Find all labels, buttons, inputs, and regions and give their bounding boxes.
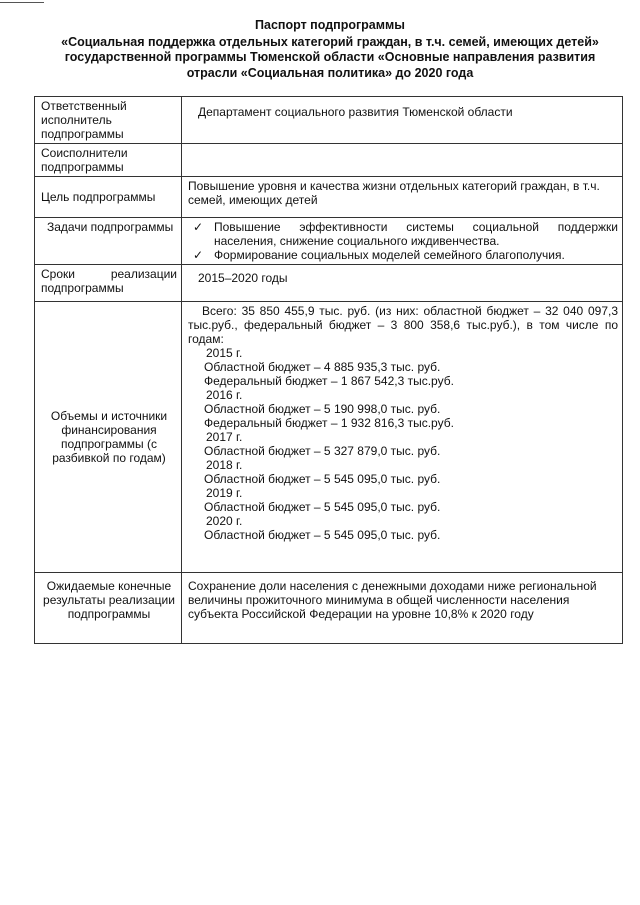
financing-total: Всего: 35 850 455,9 тыс. руб. (из них: областной бюджет – 32 040 097,3 тыс.руб., федеральный бюджет – 3 800 358,6 тыс.руб.), в том числе по годам: xyxy=(188,304,618,346)
year-label: 2017 г. xyxy=(206,430,243,444)
financing-line: Федеральный бюджет – 1 932 816,3 тыс.руб. xyxy=(204,416,454,430)
value-financing xyxy=(182,302,623,573)
financing-line: Областной бюджет – 5 545 095,0 тыс. руб. xyxy=(204,528,441,542)
financing-line: Областной бюджет – 5 327 879,0 тыс. руб. xyxy=(204,444,441,458)
check-mark-icon: ✓ xyxy=(192,248,204,262)
table-row-tasks xyxy=(35,218,623,265)
table-row-goal xyxy=(35,177,623,218)
passport-table xyxy=(34,96,623,644)
task-text: Повышение эффективности системы социальной поддержки населения, снижение социального иждивенчества. xyxy=(214,220,618,248)
page-corner-line xyxy=(0,2,44,3)
year-label: 2015 г. xyxy=(206,346,243,360)
value-responsible xyxy=(182,97,623,144)
value-terms-text: 2015–2020 годы xyxy=(198,271,288,285)
table-row-terms xyxy=(35,265,623,302)
financing-line: Областной бюджет – 4 885 935,3 тыс. руб. xyxy=(204,360,441,374)
value-tasks xyxy=(182,218,623,265)
year-label: 2016 г. xyxy=(206,388,243,402)
table-row-coexecutors xyxy=(35,144,623,177)
financing-line: Областной бюджет – 5 545 095,0 тыс. руб. xyxy=(204,500,441,514)
financing-line: Областной бюджет – 5 190 998,0 тыс. руб. xyxy=(204,402,441,416)
title-heading: Паспорт подпрограммы xyxy=(255,18,405,32)
label-terms xyxy=(35,265,182,302)
label-results xyxy=(35,573,182,644)
label-tasks xyxy=(35,218,182,265)
financing-line: Федеральный бюджет – 1 867 542,3 тыс.руб. xyxy=(204,374,454,388)
year-label: 2019 г. xyxy=(206,486,243,500)
value-responsible-text: Департамент социального развития Тюменской области xyxy=(198,105,513,119)
financing-years xyxy=(188,346,618,542)
table-row-financing xyxy=(35,302,623,573)
label-results-text: Ожидаемые конечные результаты реализации подпрограммы xyxy=(43,579,175,621)
value-terms xyxy=(182,265,623,302)
label-financing xyxy=(35,302,182,573)
document-title xyxy=(60,18,600,81)
value-goal: Повышение уровня и качества жизни отдельных категорий граждан, в т.ч. семей, имеющих детей xyxy=(182,177,623,218)
table-row-responsible xyxy=(35,97,623,144)
label-tasks-text: Задачи подпрограммы xyxy=(47,220,174,234)
label-terms-text: Сроки реализации подпрограммы xyxy=(41,267,177,295)
value-coexecutors xyxy=(182,144,623,177)
task-text: Формирование социальных моделей семейного благополучия. xyxy=(214,248,565,262)
label-coexecutors: Соисполнители подпрограммы xyxy=(35,144,182,177)
year-label: 2020 г. xyxy=(206,514,243,528)
label-goal xyxy=(35,177,182,218)
label-goal-text: Цель подпрограммы xyxy=(41,190,156,204)
list-item xyxy=(182,220,618,248)
label-financing-text: Объемы и источники финансирования подпрограммы (с разбивкой по годам) xyxy=(50,409,168,465)
title-subheading: «Социальная поддержка отдельных категорий граждан, в т.ч. семей, имеющих детей» государственной программы Тюменской области «Основные направления развития отрасли «Социальная политика» до 2020 года xyxy=(61,34,599,80)
year-label: 2018 г. xyxy=(206,458,243,472)
value-results: Сохранение доли населения с денежными доходами ниже региональной величины прожиточного минимума в общей численности населения субъекта Российской Федерации на уровне 10,8% к 2020 году xyxy=(182,573,623,644)
financing-line: Областной бюджет – 5 545 095,0 тыс. руб. xyxy=(204,472,441,486)
check-mark-icon: ✓ xyxy=(192,220,204,234)
list-item xyxy=(182,248,618,262)
table-row-results xyxy=(35,573,623,644)
label-responsible: Ответственный исполнитель подпрограммы xyxy=(35,97,182,144)
